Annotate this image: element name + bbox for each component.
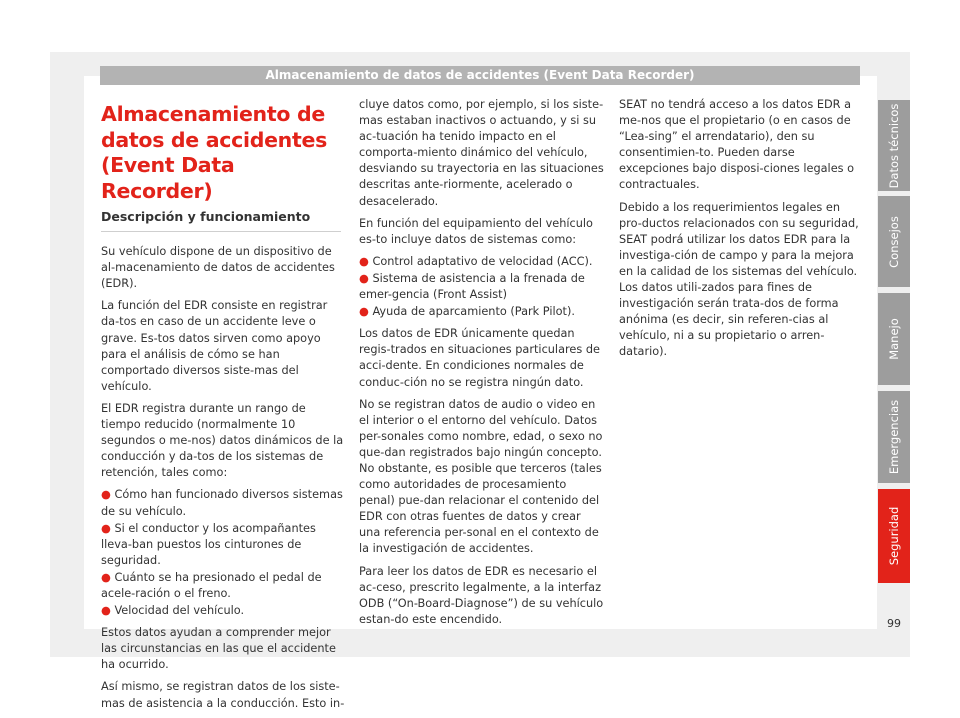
tab-label: Consejos bbox=[887, 215, 901, 268]
tab-label: Manejo bbox=[887, 318, 901, 360]
paragraph: cluye datos como, por ejemplo, si los siste-mas estaban inactivos o actuando, y si su ac-tuación ha tenido impacto en el comporta-miento dinámico del vehículo, desviando su trayectoria en las situaciones descritas ante-riormente, acelerado o desacelerado. bbox=[359, 98, 604, 208]
bullet-icon: ● bbox=[101, 570, 111, 584]
paragraph: La función del EDR consiste en registrar da-tos en caso de un accidente leve o grave. Es-tos datos sirven como apoyo para el análisis de cómo se han comportado diversos siste-mas del vehículo. bbox=[101, 299, 328, 393]
list-item-text: Sistema de asistencia a la frenada de emer-gencia (Front Assist) bbox=[359, 271, 585, 302]
bullet-icon: ● bbox=[359, 305, 369, 319]
tab-label: Seguridad bbox=[887, 506, 901, 566]
list-item bbox=[101, 603, 347, 619]
tab-consejos[interactable] bbox=[878, 196, 910, 287]
list-item bbox=[101, 570, 347, 602]
list-item bbox=[359, 254, 605, 270]
paragraph: No se registran datos de audio o video en el interior o el entorno del vehículo. Datos per-sonales como nombre, edad, o sexo no que-dan registrados bajo ningún concepto. No obstante, es posible que terceros (tales como autoridades de procesamiento penal) pue-dan relacionar el contenido del EDR con otras fuentes de datos y crear una referencia per-sonal en el contexto de la investigación de accidentes. bbox=[359, 397, 603, 556]
bullet-icon: ● bbox=[101, 521, 111, 535]
bullet-icon: ● bbox=[101, 604, 111, 618]
paragraph: Así mismo, se registran datos de los siste-mas de asistencia a la conducción. Esto in- bbox=[101, 680, 345, 710]
paragraph: SEAT no tendrá acceso a los datos EDR a me-nos que el propietario (o en casos de “Lea-sing” el arrendatario), den su consentimien-to. Pueden darse excepciones bajo disposi-ciones legales o contractuales. bbox=[619, 98, 855, 192]
section-subtitle: Descripción y funcionamiento bbox=[101, 209, 341, 232]
list-item bbox=[101, 487, 347, 519]
tab-emergencias[interactable] bbox=[878, 391, 910, 483]
paragraph: Su vehículo dispone de un dispositivo de al-macenamiento de datos de accidentes (EDR). bbox=[101, 245, 335, 291]
tab-datos-tecnicos[interactable] bbox=[878, 100, 910, 191]
bullet-icon: ● bbox=[359, 254, 369, 268]
running-header: Almacenamiento de datos de accidentes (Event Data Recorder) bbox=[100, 66, 860, 85]
paragraph: Los datos de EDR únicamente quedan regis-trados en situaciones particulares de acci-dente. En condiciones normales de conduc-ción no se registra ningún dato. bbox=[359, 327, 600, 389]
paragraph: Para leer los datos de EDR es necesario el ac-ceso, prescrito legalmente, a la interfaz ODB (“On-Board-Diagnose”) de su vehículo estan-do este encendido. bbox=[359, 564, 604, 626]
column-1 bbox=[101, 102, 347, 718]
bullet-icon: ● bbox=[359, 271, 369, 285]
list-item-text: Cómo han funcionado diversos sistemas de su vehículo. bbox=[101, 488, 343, 518]
paragraph: Debido a los requerimientos legales en pro-ductos relacionados con su seguridad, SEAT podrá utilizar los datos EDR para la investiga-ción de campo y para la mejora en la calidad de los sistemas del vehículo. Los datos utili-zados para fines de investigación serán trata-dos de forma anónima (es decir, sin referen-cias al vehículo, ni a su propietario o arren-datario). bbox=[619, 200, 859, 359]
list-item-text: Ayuda de aparcamiento (Park Pilot). bbox=[372, 305, 575, 319]
list-item-text: Control adaptativo de velocidad (ACC). bbox=[372, 254, 593, 268]
page-number: 99 bbox=[887, 617, 901, 630]
bullet-icon: ● bbox=[101, 488, 111, 502]
paragraph: El EDR registra durante un rango de tiempo reducido (normalmente 10 segundos o me-nos) datos dinámicos de la conducción y da-tos de los sistemas de retención, tales como: bbox=[101, 401, 344, 480]
section-title: Almacenamiento de datos de accidentes (Event Data Recorder) bbox=[101, 102, 327, 203]
tab-label: Datos técnicos bbox=[887, 103, 901, 188]
tab-seguridad[interactable] bbox=[878, 489, 910, 583]
tab-label: Emergencias bbox=[887, 399, 901, 475]
list-item-text: Velocidad del vehículo. bbox=[114, 604, 245, 618]
column-2 bbox=[359, 97, 605, 634]
list-item bbox=[359, 271, 605, 303]
list-item-text: Si el conductor y los acompañantes lleva-ban puestos los cinturones de seguridad. bbox=[101, 521, 316, 567]
list-item bbox=[359, 304, 605, 320]
paragraph: En función del equipamiento del vehículo es-to incluye datos de sistemas como: bbox=[359, 216, 593, 246]
list-item-text: Cuánto se ha presionado el pedal de acele-ración o el freno. bbox=[101, 570, 322, 600]
list-item bbox=[101, 521, 347, 569]
column-3 bbox=[619, 97, 865, 367]
tab-manejo[interactable] bbox=[878, 293, 910, 385]
paragraph: Estos datos ayudan a comprender mejor las circunstancias en las que el accidente ha ocurrido. bbox=[101, 626, 336, 672]
